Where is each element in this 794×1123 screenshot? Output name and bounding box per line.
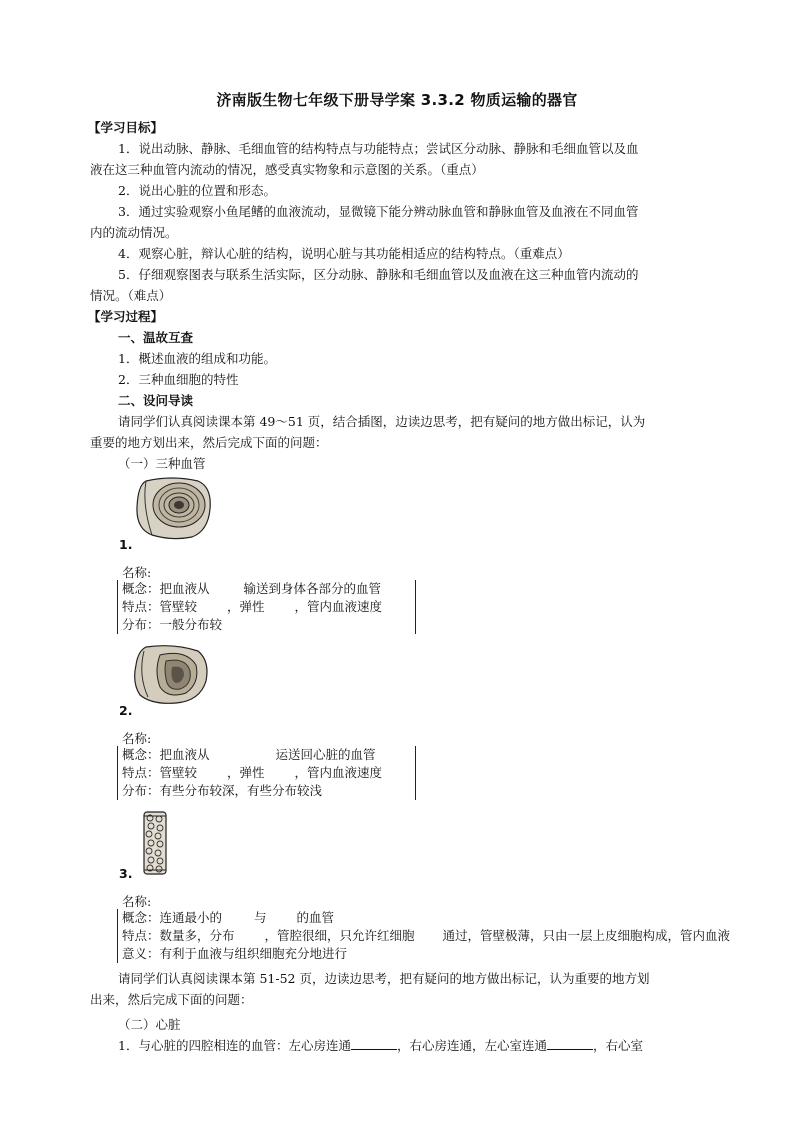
objective-5-line-1: 5．仔细观察图表与联系生活实际，区分动脉、静脉和毛细血管以及血液在这三种血管内流动的 <box>118 267 639 282</box>
artery-cross-section-image <box>132 475 214 541</box>
objective-3-line-1: 3．通过实验观察小鱼尾鳍的血液流动，显微镜下能分辨动脉血管和静脉血管及血液在不同血管 <box>118 204 639 219</box>
vessel-3-name-label: 名称: <box>122 894 152 909</box>
vessel-1-number: 1. <box>119 537 133 552</box>
vessel-1-name-label: 名称: <box>122 565 152 580</box>
vessel-2-feature-a: 特点：管壁较 <box>122 765 198 780</box>
review-question-2: 2．三种血细胞的特性 <box>118 372 239 387</box>
vessel-3-feature-b: ，管腔很细，只允许红细胞 <box>264 928 415 943</box>
vessel-3-concept-b: 与 <box>254 910 267 925</box>
guide-2-line-1: 请同学们认真阅读课本第 51-52 页，边读边思考，把有疑问的地方做出标记，认为重要的地方划 <box>118 971 650 986</box>
subsection-vessels: （一）三种血管 <box>118 456 206 471</box>
vessel-1-feature-b: ，弹性 <box>227 599 265 614</box>
vessel-3-concept-a: 概念：连通最小的 <box>122 910 223 925</box>
objectives-header: 【学习目标】 <box>88 120 164 135</box>
guide-1-line-1: 请同学们认真阅读课本第 49～51 页，结合插图，边读边思考，把有疑问的地方做出标记，认为 <box>118 414 646 429</box>
vein-cross-section-image <box>130 643 210 705</box>
vessel-2-concept-a: 概念：把血液从 <box>122 747 210 762</box>
vessel-2-feature-c: ，管内血液速度 <box>294 765 383 780</box>
vessel-3-number: 3. <box>119 866 133 881</box>
section-review: 一、温故互查 <box>118 330 194 345</box>
guide-1-line-2: 重要的地方划出来，然后完成下面的问题： <box>90 435 328 450</box>
vessel-1-feature-c: ，管内血液速度 <box>294 599 383 614</box>
heart-q1-part-b: ，右心房连通，左心室连通 <box>396 1038 547 1053</box>
vessel-2-info-box <box>117 746 416 800</box>
vessel-1-concept-b: 输送到身体各部分的血管 <box>243 581 382 596</box>
process-header: 【学习过程】 <box>88 309 164 324</box>
objective-1-line-2: 液在这三种血管内流动的情况，感受真实物象和示意图的关系。（重点） <box>90 162 484 177</box>
vessel-2-number: 2. <box>119 703 133 718</box>
objective-1-line-1: 1．说出动脉、静脉、毛细血管的结构特点与功能特点；尝试区分动脉、静脉和毛细血管以及血 <box>118 141 639 156</box>
vessel-2-name-label: 名称: <box>122 731 152 746</box>
objective-2: 2．说出心脏的位置和形态。 <box>118 183 276 198</box>
vessel-2-distribution: 分布：有些分布较深，有些分布较浅 <box>122 783 323 798</box>
blank-left-ventricle[interactable] <box>547 1035 593 1050</box>
objective-4: 4．观察心脏，辩认心脏的结构，说明心脏与其功能相适应的结构特点。（重难点） <box>118 246 570 261</box>
page-title: 济南版生物七年级下册导学案 3.3.2 物质运输的器官 <box>216 91 578 109</box>
vessel-3-info-box <box>117 909 794 963</box>
vessel-1-distribution: 分布：一般分布较 <box>122 617 223 632</box>
vessel-3-feature-a: 特点：数量多，分布 <box>122 928 235 943</box>
capillary-image <box>142 810 168 876</box>
vessel-3-feature-c: 通过，管壁极薄，只由一层上皮细胞构成，管内血液 <box>442 928 731 943</box>
section-guided-reading: 二、设问导读 <box>118 393 194 408</box>
vessel-2-feature-b: ，弹性 <box>227 765 265 780</box>
vessel-1-feature-a: 特点：管壁较 <box>122 599 198 614</box>
heart-q1-part-c: ，右心室 <box>592 1038 643 1053</box>
vessel-3-concept-c: 的血管 <box>296 910 335 925</box>
review-question-1: 1．概述血液的组成和功能。 <box>118 351 276 366</box>
blank-left-atrium[interactable] <box>351 1035 397 1050</box>
objective-5-line-2: 情况。（难点） <box>90 288 172 303</box>
guide-2-line-2: 出来，然后完成下面的问题： <box>90 992 253 1007</box>
heart-question-1 <box>118 1035 643 1056</box>
vessel-1-info-box <box>117 580 416 634</box>
heart-q1-part-a: 1．与心脏的四腔相连的血管：左心房连通 <box>118 1038 351 1053</box>
vessel-2-concept-b: 运送回心脏的血管 <box>275 747 376 762</box>
subsection-heart: （二）心脏 <box>118 1017 181 1032</box>
objective-3-line-2: 内的流动情况。 <box>90 225 178 240</box>
vessel-1-concept-a: 概念：把血液从 <box>122 581 210 596</box>
vessel-3-meaning: 意义：有利于血液与组织细胞充分地进行 <box>122 946 348 961</box>
